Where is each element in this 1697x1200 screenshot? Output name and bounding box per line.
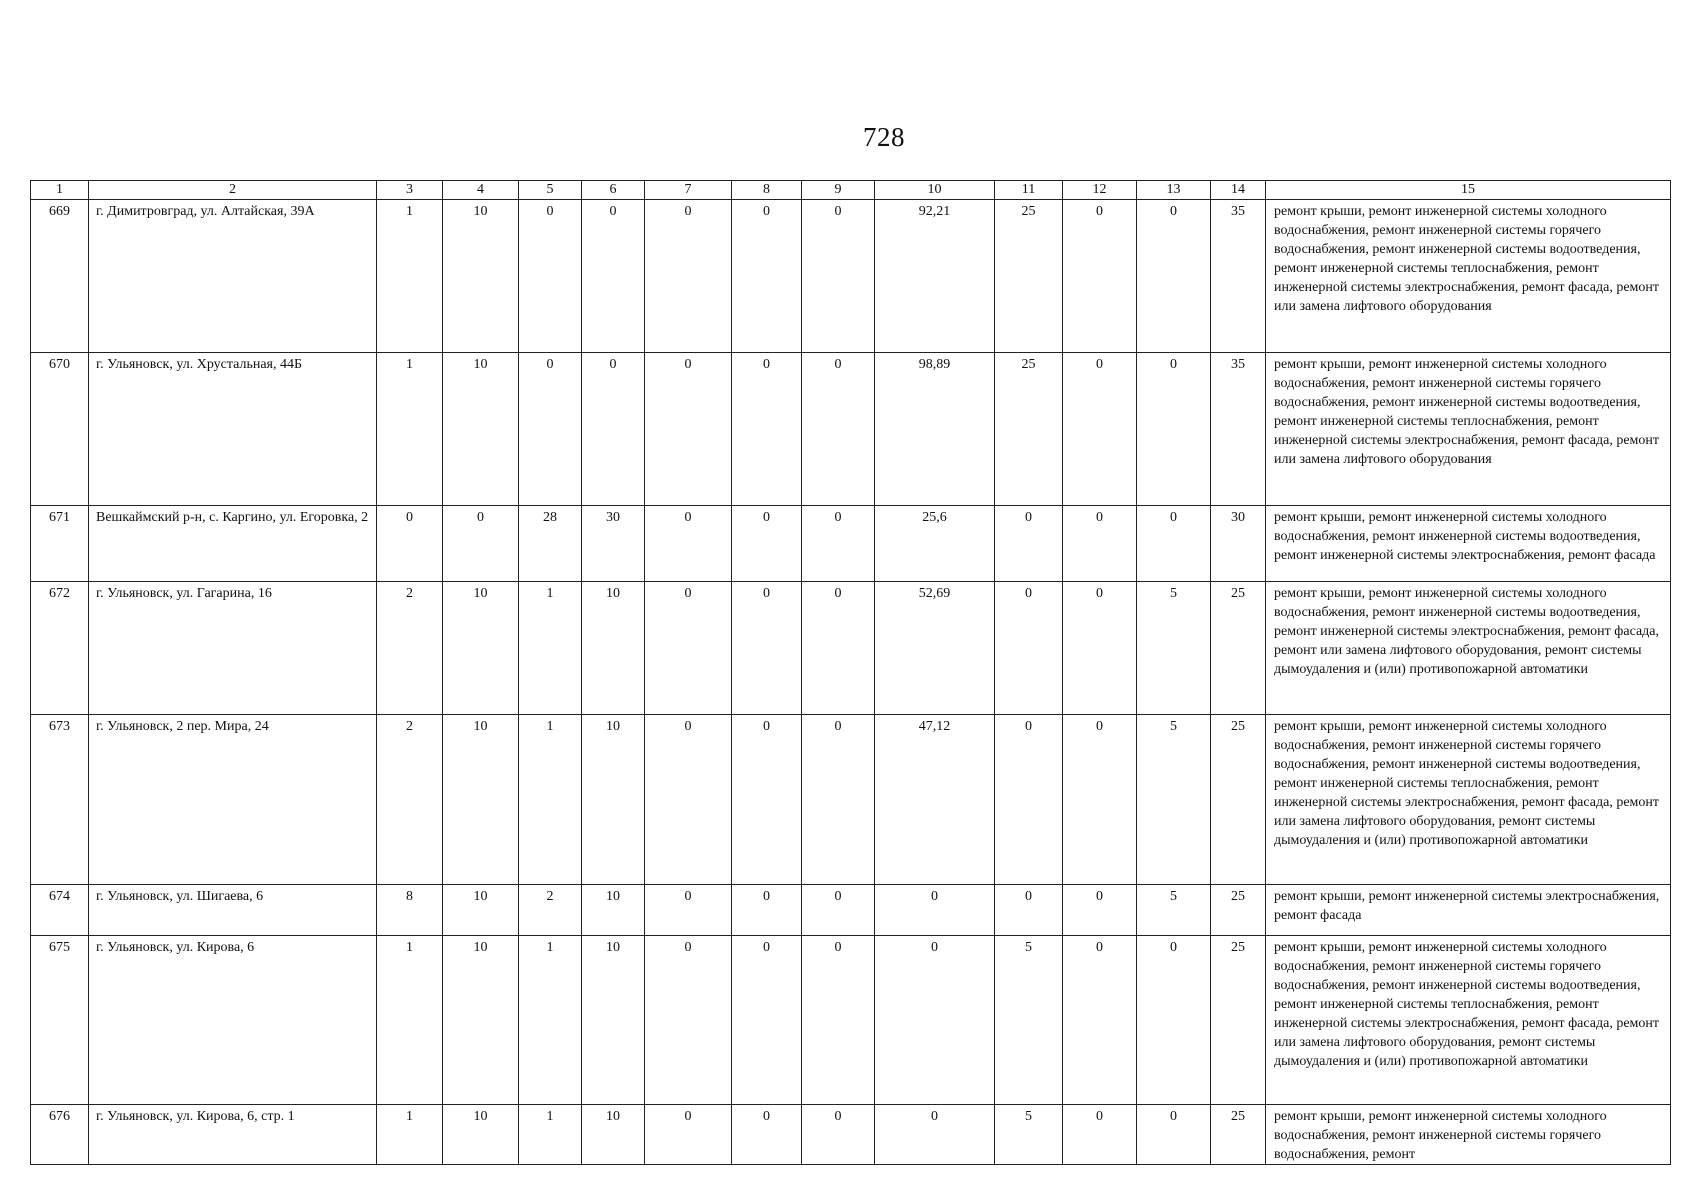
column-header: 3 bbox=[377, 181, 443, 200]
works-cell: ремонт крыши, ремонт инженерной системы холодного водоснабжения, ремонт инженерной системы горячего водоснабжения, ремонт инженерной системы водоотведения, ремонт инженерной системы теплоснабжения, ремонт инженерной системы электроснабжения, ремонт фасада, ремонт или замена лифтового оборудования bbox=[1266, 200, 1671, 353]
table-row bbox=[31, 936, 1671, 1105]
value-cell: 0 bbox=[1063, 353, 1137, 506]
value-cell: 5 bbox=[995, 936, 1063, 1105]
value-cell: 98,89 bbox=[875, 353, 995, 506]
row-number: 670 bbox=[31, 353, 89, 506]
value-cell: 10 bbox=[443, 200, 519, 353]
value-cell: 2 bbox=[377, 582, 443, 715]
column-header: 15 bbox=[1266, 181, 1671, 200]
address-cell: г. Ульяновск, ул. Хрустальная, 44Б bbox=[89, 353, 377, 506]
value-cell: 1 bbox=[519, 582, 582, 715]
value-cell: 0 bbox=[645, 506, 732, 582]
table-row bbox=[31, 885, 1671, 936]
value-cell: 5 bbox=[995, 1105, 1063, 1165]
value-cell: 0 bbox=[995, 506, 1063, 582]
address-cell: г. Ульяновск, ул. Шигаева, 6 bbox=[89, 885, 377, 936]
value-cell: 35 bbox=[1211, 353, 1266, 506]
value-cell: 10 bbox=[443, 353, 519, 506]
value-cell: 10 bbox=[582, 582, 645, 715]
table-row bbox=[31, 715, 1671, 885]
row-number: 671 bbox=[31, 506, 89, 582]
address-cell: г. Ульяновск, ул. Кирова, 6 bbox=[89, 936, 377, 1105]
value-cell: 10 bbox=[443, 885, 519, 936]
value-cell: 0 bbox=[802, 506, 875, 582]
value-cell: 1 bbox=[377, 353, 443, 506]
value-cell: 5 bbox=[1137, 715, 1211, 885]
value-cell: 25 bbox=[995, 353, 1063, 506]
value-cell: 0 bbox=[802, 582, 875, 715]
value-cell: 0 bbox=[875, 1105, 995, 1165]
address-cell: г. Ульяновск, 2 пер. Мира, 24 bbox=[89, 715, 377, 885]
value-cell: 1 bbox=[377, 200, 443, 353]
table-row bbox=[31, 353, 1671, 506]
value-cell: 0 bbox=[519, 200, 582, 353]
value-cell: 10 bbox=[443, 1105, 519, 1165]
value-cell: 1 bbox=[377, 1105, 443, 1165]
value-cell: 0 bbox=[645, 715, 732, 885]
column-header: 11 bbox=[995, 181, 1063, 200]
value-cell: 0 bbox=[732, 936, 802, 1105]
value-cell: 92,21 bbox=[875, 200, 995, 353]
value-cell: 0 bbox=[995, 885, 1063, 936]
value-cell: 0 bbox=[1063, 715, 1137, 885]
value-cell: 0 bbox=[645, 353, 732, 506]
value-cell: 0 bbox=[1063, 200, 1137, 353]
value-cell: 52,69 bbox=[875, 582, 995, 715]
value-cell: 0 bbox=[802, 200, 875, 353]
column-number-row bbox=[31, 181, 1671, 200]
address-cell: г. Ульяновск, ул. Кирова, 6, стр. 1 bbox=[89, 1105, 377, 1165]
value-cell: 0 bbox=[645, 1105, 732, 1165]
value-cell: 2 bbox=[519, 885, 582, 936]
column-header: 2 bbox=[89, 181, 377, 200]
column-header: 13 bbox=[1137, 181, 1211, 200]
value-cell: 10 bbox=[443, 936, 519, 1105]
table-row bbox=[31, 506, 1671, 582]
value-cell: 25 bbox=[995, 200, 1063, 353]
works-cell: ремонт крыши, ремонт инженерной системы холодного водоснабжения, ремонт инженерной системы водоотведения, ремонт инженерной системы электроснабжения, ремонт фасада, ремонт или замена лифтового оборудования, ремонт системы дымоудаления и (или) противопожарной автоматики bbox=[1266, 582, 1671, 715]
works-cell: ремонт крыши, ремонт инженерной системы холодного водоснабжения, ремонт инженерной системы горячего водоснабжения, ремонт инженерной системы водоотведения, ремонт инженерной системы теплоснабжения, ремонт инженерной системы электроснабжения, ремонт фасада, ремонт или замена лифтового оборудования, ремонт системы дымоудаления и (или) противопожарной автоматики bbox=[1266, 715, 1671, 885]
value-cell: 0 bbox=[1063, 1105, 1137, 1165]
value-cell: 25 bbox=[1211, 715, 1266, 885]
value-cell: 1 bbox=[519, 936, 582, 1105]
value-cell: 5 bbox=[1137, 582, 1211, 715]
value-cell: 0 bbox=[732, 353, 802, 506]
value-cell: 0 bbox=[1063, 885, 1137, 936]
value-cell: 0 bbox=[377, 506, 443, 582]
row-number: 676 bbox=[31, 1105, 89, 1165]
column-header: 10 bbox=[875, 181, 995, 200]
value-cell: 0 bbox=[1137, 1105, 1211, 1165]
value-cell: 0 bbox=[732, 715, 802, 885]
value-cell: 0 bbox=[645, 885, 732, 936]
value-cell: 28 bbox=[519, 506, 582, 582]
value-cell: 10 bbox=[582, 715, 645, 885]
value-cell: 0 bbox=[802, 1105, 875, 1165]
value-cell: 1 bbox=[519, 715, 582, 885]
table-row bbox=[31, 200, 1671, 353]
value-cell: 0 bbox=[1137, 353, 1211, 506]
address-cell: Вешкаймский р-н, с. Каргино, ул. Егоровка, 2 bbox=[89, 506, 377, 582]
value-cell: 0 bbox=[802, 936, 875, 1105]
value-cell: 0 bbox=[802, 353, 875, 506]
value-cell: 0 bbox=[1063, 936, 1137, 1105]
value-cell: 0 bbox=[1137, 936, 1211, 1105]
value-cell: 30 bbox=[1211, 506, 1266, 582]
column-header: 8 bbox=[732, 181, 802, 200]
address-cell: г. Димитровград, ул. Алтайская, 39А bbox=[89, 200, 377, 353]
row-number: 672 bbox=[31, 582, 89, 715]
column-header: 4 bbox=[443, 181, 519, 200]
column-header: 12 bbox=[1063, 181, 1137, 200]
value-cell: 0 bbox=[995, 715, 1063, 885]
value-cell: 25 bbox=[1211, 936, 1266, 1105]
value-cell: 0 bbox=[443, 506, 519, 582]
value-cell: 0 bbox=[732, 885, 802, 936]
value-cell: 10 bbox=[582, 1105, 645, 1165]
value-cell: 47,12 bbox=[875, 715, 995, 885]
value-cell: 0 bbox=[875, 885, 995, 936]
table-row bbox=[31, 1105, 1671, 1165]
works-cell: ремонт крыши, ремонт инженерной системы электроснабжения, ремонт фасада bbox=[1266, 885, 1671, 936]
value-cell: 0 bbox=[995, 582, 1063, 715]
value-cell: 0 bbox=[1137, 506, 1211, 582]
value-cell: 5 bbox=[1137, 885, 1211, 936]
value-cell: 0 bbox=[732, 1105, 802, 1165]
column-header: 5 bbox=[519, 181, 582, 200]
row-number: 669 bbox=[31, 200, 89, 353]
row-number: 673 bbox=[31, 715, 89, 885]
value-cell: 25,6 bbox=[875, 506, 995, 582]
value-cell: 0 bbox=[582, 353, 645, 506]
value-cell: 0 bbox=[732, 582, 802, 715]
value-cell: 1 bbox=[519, 1105, 582, 1165]
works-cell: ремонт крыши, ремонт инженерной системы холодного водоснабжения, ремонт инженерной системы водоотведения, ремонт инженерной системы электроснабжения, ремонт фасада bbox=[1266, 506, 1671, 582]
value-cell: 0 bbox=[582, 200, 645, 353]
value-cell: 0 bbox=[519, 353, 582, 506]
value-cell: 30 bbox=[582, 506, 645, 582]
value-cell: 10 bbox=[443, 715, 519, 885]
row-number: 675 bbox=[31, 936, 89, 1105]
value-cell: 25 bbox=[1211, 1105, 1266, 1165]
value-cell: 25 bbox=[1211, 582, 1266, 715]
repair-program-table bbox=[30, 180, 1671, 1165]
value-cell: 0 bbox=[645, 200, 732, 353]
value-cell: 0 bbox=[802, 885, 875, 936]
value-cell: 0 bbox=[645, 582, 732, 715]
value-cell: 10 bbox=[582, 936, 645, 1105]
works-cell: ремонт крыши, ремонт инженерной системы холодного водоснабжения, ремонт инженерной системы горячего водоснабжения, ремонт инженерной системы водоотведения, ремонт инженерной системы теплоснабжения, ремонт инженерной системы электроснабжения, ремонт фасада, ремонт или замена лифтового оборудования, ремонт системы дымоудаления и (или) противопожарной автоматики bbox=[1266, 936, 1671, 1105]
value-cell: 1 bbox=[377, 936, 443, 1105]
column-header: 6 bbox=[582, 181, 645, 200]
value-cell: 0 bbox=[645, 936, 732, 1105]
row-number: 674 bbox=[31, 885, 89, 936]
column-header: 7 bbox=[645, 181, 732, 200]
value-cell: 25 bbox=[1211, 885, 1266, 936]
value-cell: 2 bbox=[377, 715, 443, 885]
column-header: 1 bbox=[31, 181, 89, 200]
value-cell: 8 bbox=[377, 885, 443, 936]
column-header: 14 bbox=[1211, 181, 1266, 200]
value-cell: 35 bbox=[1211, 200, 1266, 353]
address-cell: г. Ульяновск, ул. Гагарина, 16 bbox=[89, 582, 377, 715]
column-header: 9 bbox=[802, 181, 875, 200]
value-cell: 0 bbox=[732, 506, 802, 582]
works-cell: ремонт крыши, ремонт инженерной системы холодного водоснабжения, ремонт инженерной системы горячего водоснабжения, ремонт инженерной системы водоотведения, ремонт инженерной системы теплоснабжения, ремонт инженерной системы электроснабжения, ремонт фасада, ремонт или замена лифтового оборудования bbox=[1266, 353, 1671, 506]
value-cell: 10 bbox=[443, 582, 519, 715]
works-cell: ремонт крыши, ремонт инженерной системы холодного водоснабжения, ремонт инженерной системы горячего водоснабжения, ремонт bbox=[1266, 1105, 1671, 1165]
value-cell: 0 bbox=[1137, 200, 1211, 353]
page-number: 728 bbox=[863, 122, 905, 152]
value-cell: 0 bbox=[875, 936, 995, 1105]
value-cell: 0 bbox=[1063, 506, 1137, 582]
value-cell: 10 bbox=[582, 885, 645, 936]
value-cell: 0 bbox=[802, 715, 875, 885]
value-cell: 0 bbox=[732, 200, 802, 353]
table-row bbox=[31, 582, 1671, 715]
value-cell: 0 bbox=[1063, 582, 1137, 715]
